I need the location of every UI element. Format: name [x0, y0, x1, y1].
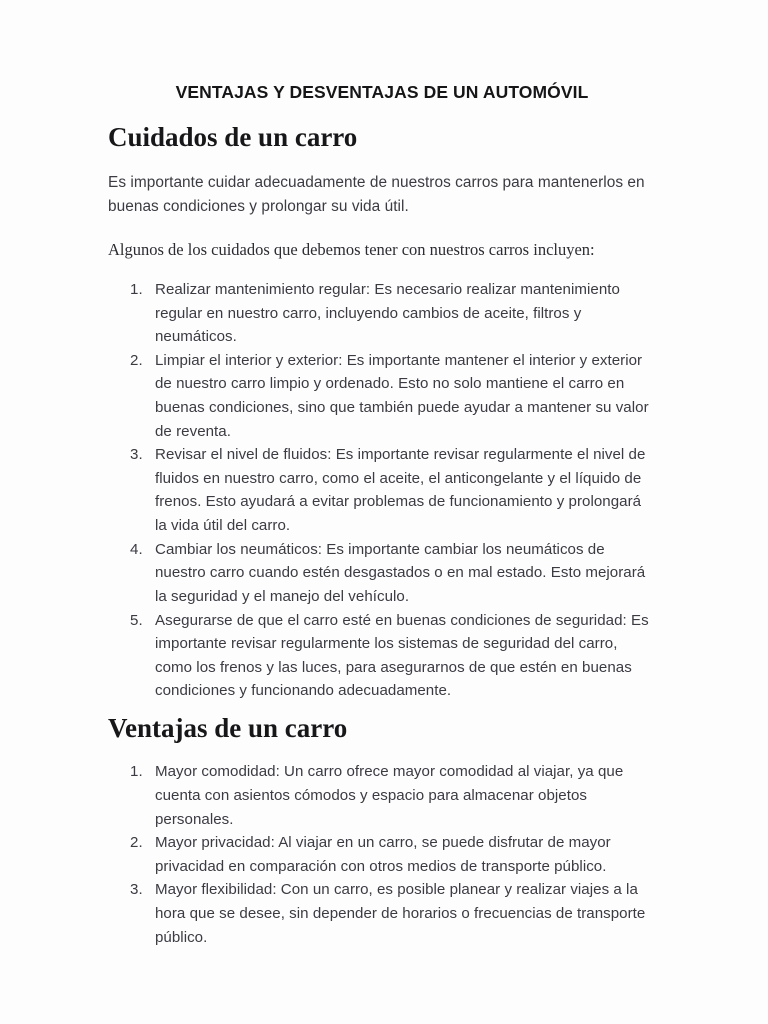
- list-item: Realizar mantenimiento regular: Es necesario realizar mantenimiento regular en nuestro carro, incluyendo cambios de aceite, filtros y neumáticos.: [155, 281, 620, 346]
- section-heading-ventajas: Ventajas de un carro: [108, 712, 348, 743]
- list-item: Asegurarse de que el carro esté en buenas condiciones de seguridad: Es importante revisar regularmente los sistemas de seguridad del carro, como los frenos y las luces, para asegurarnos de que estén en buenas condiciones y funcionando adecuadamente.: [155, 611, 649, 700]
- lead-in-paragraph-cuidados: Algunos de los cuidados que debemos tener con nuestros carros incluyen:: [108, 240, 595, 260]
- page-title: VENTAJAS Y DESVENTAJAS DE UN AUTOMÓVIL: [175, 82, 589, 102]
- list-item: Mayor flexibilidad: Con un carro, es posible planear y realizar viajes a la hora que se desee, sin depender de horarios o frecuencias de transporte público.: [155, 881, 646, 946]
- list-item: Mayor privacidad: Al viajar en un carro, se puede disfrutar de mayor privacidad en comparación con otros medios de transporte público.: [155, 834, 611, 875]
- list-item: Mayor comodidad: Un carro ofrece mayor comodidad al viajar, ya que cuenta con asientos cómodos y espacio para almacenar objetos personales.: [155, 763, 624, 828]
- intro-paragraph-cuidados: Es importante cuidar adecuadamente de nuestros carros para mantenerlos en buenas condiciones y prolongar su vida útil.: [108, 174, 645, 215]
- list-item: Revisar el nivel de fluidos: Es importante revisar regularmente el nivel de fluidos en nuestro carro, como el aceite, el anticongelante y el líquido de frenos. Esto ayudará a evitar problemas de funcionamiento y prolongará la vida útil del carro.: [155, 446, 646, 535]
- cuidados-list: [108, 262, 656, 703]
- ventajas-list: [108, 744, 656, 949]
- list-item: Cambiar los neumáticos: Es importante cambiar los neumáticos de nuestro carro cuando estén desgastados o en mal estado. Esto mejorará la seguridad y el manejo del vehículo.: [155, 540, 646, 605]
- list-item: Limpiar el interior y exterior: Es importante mantener el interior y exterior de nuestro carro limpio y ordenado. Esto no solo mantiene el carro en buenas condiciones, sino que también puede ayudar a mantener su valor de reventa.: [155, 351, 649, 440]
- section-heading-cuidados: Cuidados de un carro: [108, 121, 358, 152]
